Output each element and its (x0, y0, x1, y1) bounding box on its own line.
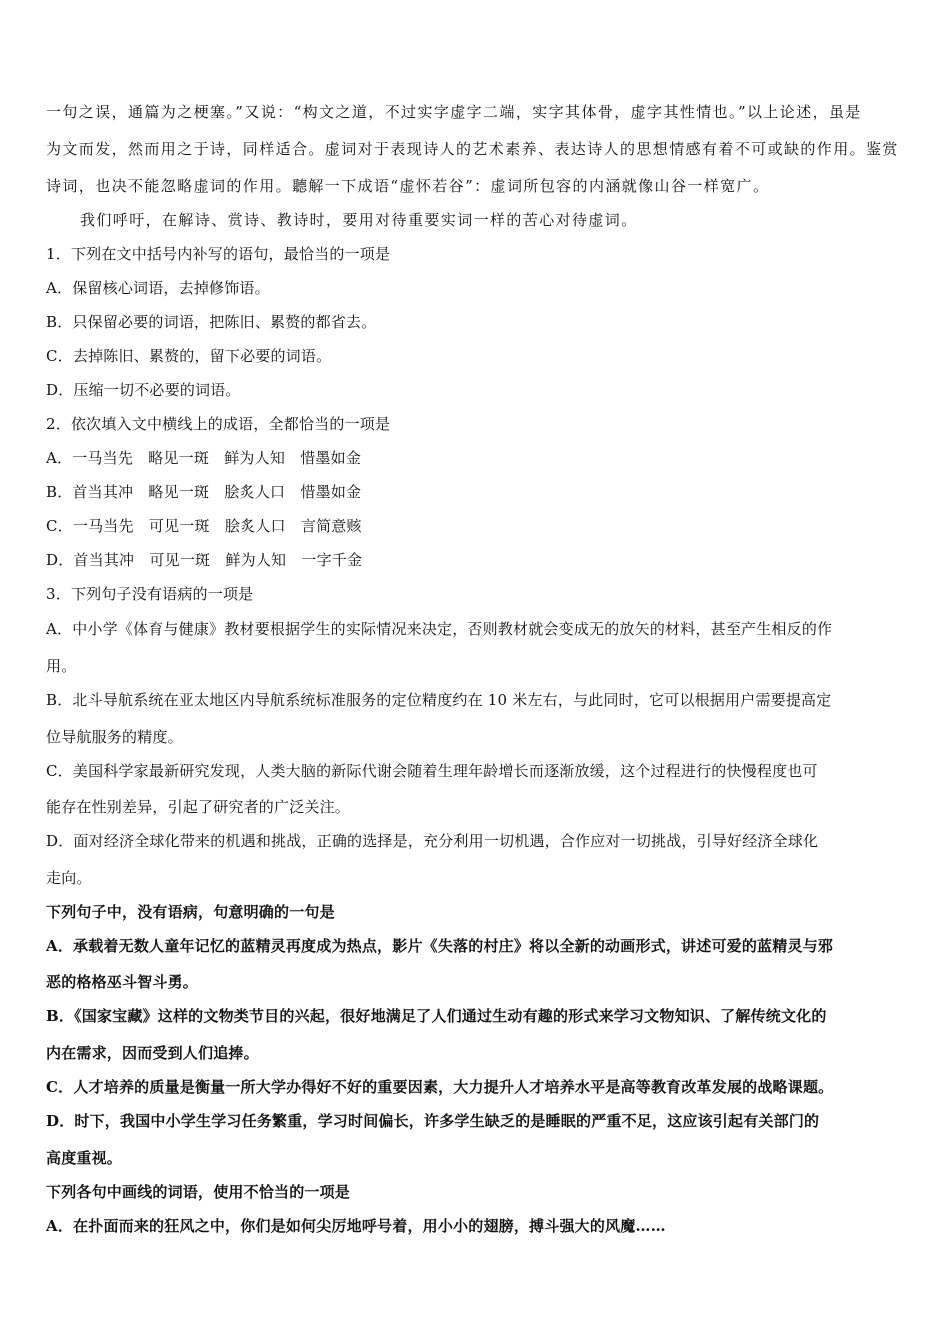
passage-line-3: 诗词，也决不能忽略虚词的作用。聽解一下成语“虚怀若谷”：虚词所包容的内涵就像山谷一样宽广。 (46, 177, 770, 195)
q3-option-a: A．中小学《体育与健康》教材要根据学生的实际情况来决定，否则教材就会变成无的放矢的材料，甚至产生相反的作 (46, 620, 833, 638)
q1-option-c: C．去掉陈旧、累赘的，留下必要的词语。 (46, 347, 332, 365)
passage-line-2: 为文而发，然而用之于诗，同样适合。虚词对于表现诗人的艺术素养、表达诗人的思想情感有着不可或缺的作用。鉴赏 (46, 140, 899, 158)
q5-stem: 下列各句中画线的词语，使用不恰当的一项是 (46, 1183, 351, 1201)
q3-option-a-cont: 用。 (46, 657, 77, 675)
q4-stem: 下列句子中，没有语病，句意明确的一句是 (46, 903, 335, 921)
q3-option-c-cont: 能存在性别差异，引起了研究者的广泛关注。 (46, 798, 351, 816)
passage-line-4: 我们呼吁，在解诗、赏诗、教诗时，要用对待重要实词一样的苦心对待虚词。 (80, 211, 638, 229)
q4-option-b-cont: 内在需求，因而受到人们追捧。 (46, 1044, 259, 1062)
q3-stem: 3．下列句子没有语病的一项是 (46, 585, 254, 603)
q3-option-d: D．面对经济全球化带来的机遇和挑战，正确的选择是，充分利用一切机遇，合作应对一切挑战，引导好经济全球化 (46, 832, 819, 850)
q1-option-d: D．压缩一切不必要的词语。 (46, 381, 241, 399)
q3-option-b-cont: 位导航服务的精度。 (46, 728, 183, 746)
q1-option-b: B．只保留必要的词语，把陈旧、累赘的都省去。 (46, 313, 377, 331)
q3-option-b: B．北斗导航系统在亚太地区内导航系统标准服务的定位精度约在 10 米左右，与此同时，它可以根据用户需要提高定 (46, 691, 832, 709)
q2-option-a: A．一马当先 略见一斑 鲜为人知 惜墨如金 (46, 449, 362, 467)
q3-option-c: C．美国科学家最新研究发现，人类大脑的新际代谢会随着生理年龄增长而逐渐放缓，这个过程进行的快慢程度也可 (46, 762, 818, 780)
passage-line-1: 一句之误，通篇为之梗塞。”又说：“构文之道，不过实字虚字二端，实字其体骨，虚字其性情也。”以上论述，虽是 (46, 103, 862, 121)
q4-option-c: C．人才培养的质量是衡量一所大学办得好不好的重要因素，大力提升人才培养水平是高等教育改革发展的战略课题。 (46, 1078, 834, 1096)
q4-option-d-cont: 高度重视。 (46, 1149, 123, 1167)
q2-option-d: D．首当其冲 可见一斑 鲜为人知 一字千金 (46, 551, 363, 569)
q2-stem: 2．依次填入文中横线上的成语，全都恰当的一项是 (46, 415, 391, 433)
q1-option-a: A．保留核心词语，去掉修饰语。 (46, 279, 270, 297)
q4-option-a-cont: 恶的格格巫斗智斗勇。 (46, 973, 199, 991)
q5-option-a: A．在扑面而来的狂风之中，你们是如何尖厉地呼号着，用小小的翅膀，搏斗强大的风魔…… (46, 1217, 666, 1235)
q4-option-b: B．《国家宝藏》这样的文物类节目的兴起，很好地满足了人们通过生动有趣的形式来学习文物知识、了解传统文化的 (46, 1007, 827, 1025)
q2-option-c: C．一马当先 可见一斑 脍炙人口 言简意赅 (46, 517, 362, 535)
q3-option-d-cont: 走向。 (46, 869, 92, 887)
q1-stem: 1．下列在文中括号内补写的语句，最恰当的一项是 (46, 245, 391, 263)
q2-option-b: B．首当其冲 略见一斑 脍炙人口 惜墨如金 (46, 483, 362, 501)
q4-option-d: D．时下，我国中小学生学习任务繁重，学习时间偏长，许多学生缺乏的是睡眠的严重不足，这应该引起有关部门的 (46, 1112, 820, 1130)
q4-option-a: A．承载着无数人童年记忆的蓝精灵再度成为热点，影片《失落的村庄》将以全新的动画形式，讲述可爱的蓝精灵与邪 (46, 937, 834, 955)
